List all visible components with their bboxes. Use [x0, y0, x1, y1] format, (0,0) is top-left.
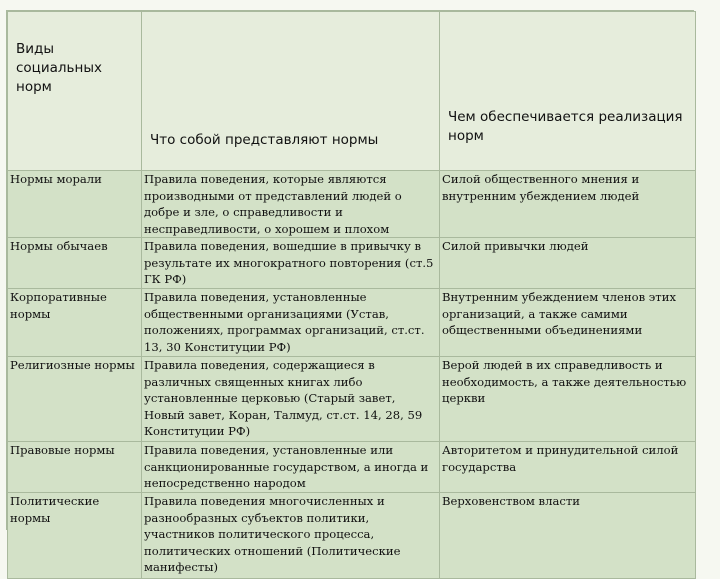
header-norm-enforcement: Чем обеспечивается реализация норм [440, 12, 696, 171]
table-row [8, 442, 696, 493]
norm-type-cell: Политические нормы [8, 493, 142, 579]
norm-definition-cell: Правила поведения многочисленных и разнообразных субъектов политики, участников политического процесса, политических отношений (Политические манифесты) [142, 493, 440, 579]
norm-enforcement-cell: Силой общественного мнения и внутренним убеждением людей [440, 171, 696, 238]
table-row [8, 171, 696, 238]
social-norms-table [7, 11, 696, 579]
table-row [8, 289, 696, 357]
norm-definition-cell: Правила поведения, установленные общественными организациями (Устав, положениях, программах организаций, ст.ст. 13, 30 Конституции РФ) [142, 289, 440, 357]
norm-type-cell: Религиозные нормы [8, 357, 142, 442]
norm-type-cell: Нормы обычаев [8, 238, 142, 289]
table-row [8, 238, 696, 289]
norm-definition-cell: Правила поведения, вошедшие в привычку в результате их многократного повторения (ст.5 ГК РФ) [142, 238, 440, 289]
header-norm-types: Виды социальных норм [8, 12, 142, 171]
norm-enforcement-cell: Авторитетом и принудительной силой государства [440, 442, 696, 493]
norm-enforcement-cell: Внутренним убеждением членов этих организаций, а также самими общественными объединениями [440, 289, 696, 357]
norm-type-cell: Правовые нормы [8, 442, 142, 493]
norm-type-cell: Нормы морали [8, 171, 142, 238]
norm-definition-cell: Правила поведения, установленные или санкционированные государством, а иногда и непосредственно народом [142, 442, 440, 493]
table-row [8, 493, 696, 579]
norm-definition-cell: Правила поведения, содержащиеся в различных священных книгах либо установленные церковью (Старый завет, Новый завет, Коран, Талмуд, ст.ст. 14, 28, 59 Конституции РФ) [142, 357, 440, 442]
table-header-row [8, 12, 696, 171]
norm-enforcement-cell: Верховенством власти [440, 493, 696, 579]
norm-definition-cell: Правила поведения, которые являются производными от представлений людей о добре и зле, о справедливости и несправедливости, о хорошем и плохом [142, 171, 440, 238]
norms-table-frame [6, 10, 694, 574]
norm-enforcement-cell: Верой людей в их справедливость и необходимость, а также деятельностью церкви [440, 357, 696, 442]
table-row [8, 357, 696, 442]
header-norm-definition: Что собой представляют нормы [142, 12, 440, 171]
norm-type-cell: Корпоративные нормы [8, 289, 142, 357]
norm-enforcement-cell: Силой привычки людей [440, 238, 696, 289]
